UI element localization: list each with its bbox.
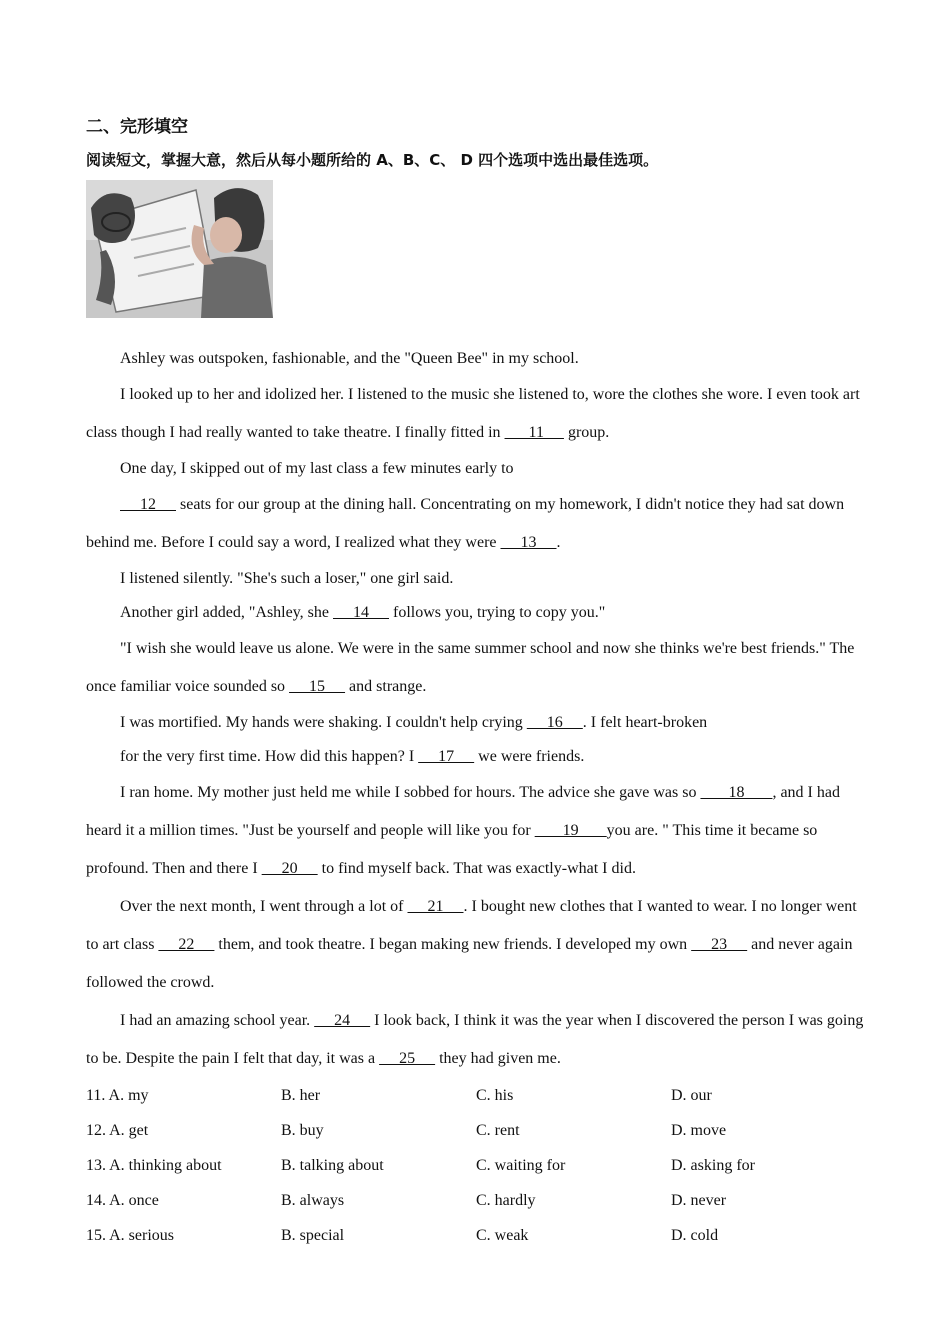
blank-25: 25 [379,1050,436,1067]
blank-15: 15 [289,678,346,695]
option-a: 13. A. thinking about [86,1157,222,1174]
instruction-text: 阅读短文，掌握大意，然后从每小题所给的 A、B、C、 D 四个选项中选出最佳选项。 [86,151,659,169]
blank-12: 12 [120,496,176,513]
option-a: 12. A. get [86,1122,149,1139]
paragraph-3: One day, I skipped out of my last class a few minutes early to [120,460,514,477]
passage-illustration [86,180,273,318]
blank-13: 13 [500,534,557,551]
paragraph-11: Over the next month, I went through a lot of 21 . I bought new clothes that I wanted to wear. I no longer went to art class 22 them, and took theatre. I began making new friends. I developed my own 23 and never again followed the crowd. [86,898,857,991]
option-b: B. special [281,1227,345,1244]
blank-23: 23 [691,936,748,953]
blank-24: 24 [314,1012,371,1029]
blank-19: 19 [534,822,607,839]
worksheet-page [86,112,868,1253]
section-title: 二、完形填空 [86,117,188,137]
blank-20: 20 [261,860,318,877]
paragraph-10: I ran home. My mother just held me while I sobbed for hours. The advice she gave was so 18 , and I had heard it a million times. "Just be yourself and people will like you for 19 you are. " This time it became so profound. Then and there I 20 to find myself back. That was exactly-what I did. [86,784,840,877]
option-c: C. waiting for [476,1157,566,1174]
option-c: C. rent [476,1122,520,1139]
paragraph-6: Another girl added, "Ashley, she 14 follows you, trying to copy you." [120,604,606,621]
question-row [86,1218,868,1253]
option-d: D. our [671,1087,712,1104]
paragraph-4: 12 seats for our group at the dining hall. Concentrating on my homework, I didn't notice they had sat down behind me. Before I could say a word, I realized what they were 13 . [86,496,845,551]
option-a: 15. A. serious [86,1227,174,1244]
option-b: B. buy [281,1122,324,1139]
blank-14: 14 [333,604,389,621]
blank-21: 21 [407,898,464,915]
paragraph-8: I was mortified. My hands were shaking. I couldn't help crying 16 . I felt heart-broken [120,714,708,731]
option-b: B. her [281,1087,321,1104]
blank-16: 16 [526,714,583,731]
paragraph-5: I listened silently. "She's such a loser," one girl said. [120,570,454,587]
blank-22: 22 [158,936,215,953]
question-row [86,1183,868,1218]
option-a: 11. A. my [86,1087,149,1104]
question-row [86,1113,868,1148]
blank-17: 17 [418,748,475,765]
option-d: D. move [671,1122,727,1139]
paragraph-12: I had an amazing school year. 24 I look back, I think it was the year when I discovered the person I was going to be. Despite the pain I felt that day, it was a 25 they had given me. [86,1012,864,1067]
paragraph-9: for the very first time. How did this happen? I 17 we were friends. [120,748,585,765]
blank-18: 18 [700,784,773,801]
paragraph-2: I looked up to her and idolized her. I listened to the music she listened to, wore the clothes she wore. I even took art class though I had really wanted to take theatre. I finally fitted in 11 group. [86,386,860,441]
blank-11: 11 [504,424,564,441]
option-b: B. talking about [281,1157,384,1174]
option-d: D. cold [671,1227,719,1244]
paragraph-7: "I wish she would leave us alone. We were in the same summer school and now she thinks we're best friends." The once familiar voice sounded so 15 and strange. [86,640,855,695]
option-d: D. asking for [671,1157,755,1174]
question-row [86,1078,868,1113]
option-d: D. never [671,1192,727,1209]
paragraph-1: Ashley was outspoken, fashionable, and the "Queen Bee" in my school. [120,350,579,367]
option-c: C. weak [476,1227,529,1244]
question-options [86,1078,868,1253]
option-a: 14. A. once [86,1192,159,1209]
option-b: B. always [281,1192,345,1209]
option-c: C. hardly [476,1192,536,1209]
option-c: C. his [476,1087,514,1104]
question-row [86,1148,868,1183]
